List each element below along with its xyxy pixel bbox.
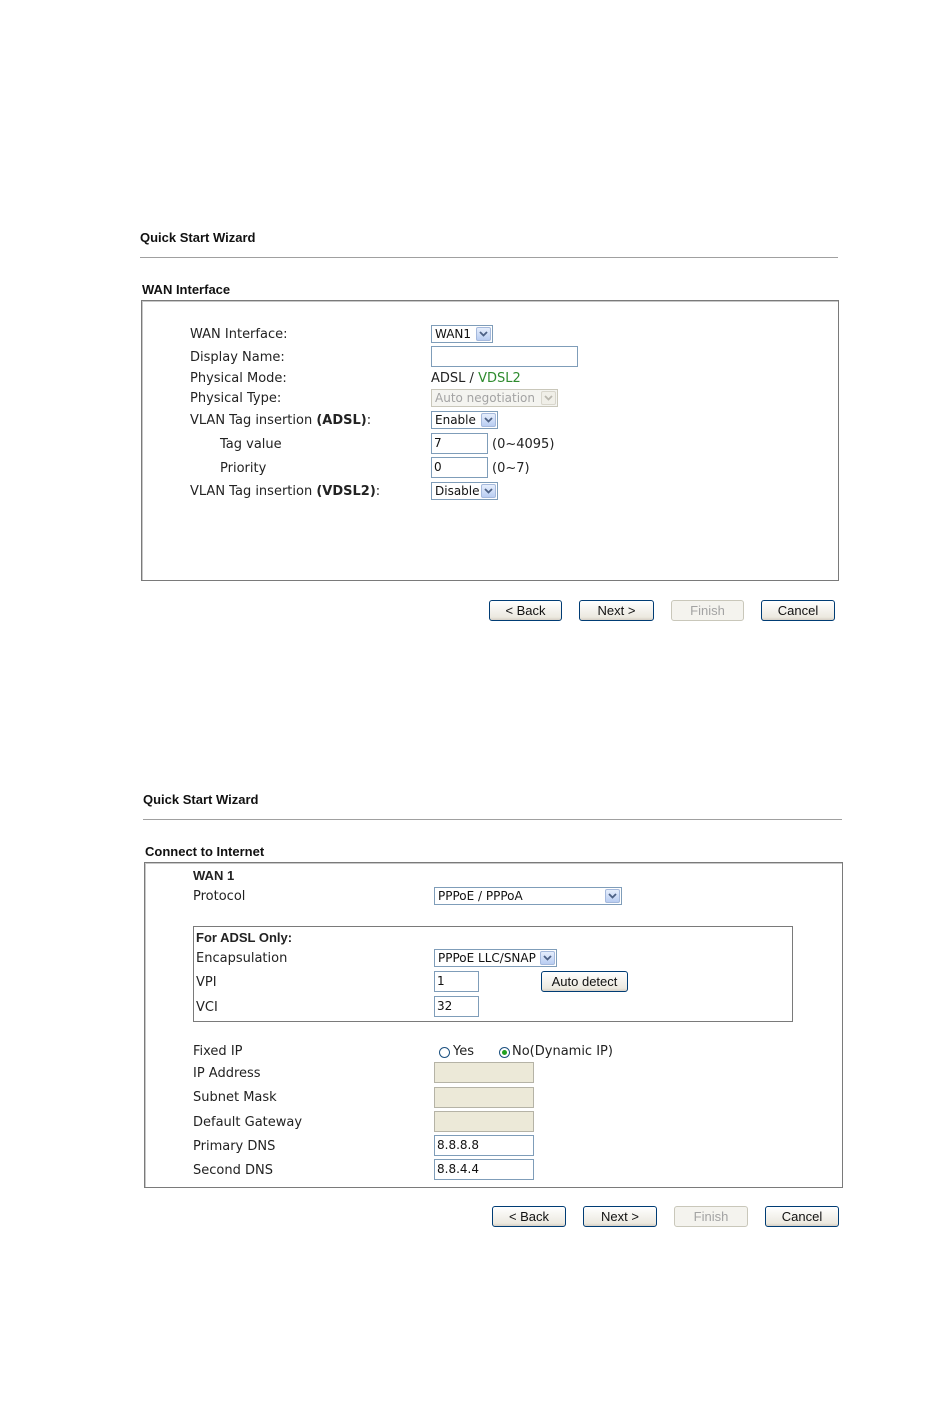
physical-mode-value [431, 371, 521, 387]
protocol-select[interactable] [434, 887, 622, 905]
wizard2-divider [143, 819, 842, 820]
vlan-vdsl-label [190, 484, 380, 500]
encapsulation-label: Encapsulation [196, 951, 288, 966]
vlan-adsl-select[interactable] [431, 411, 498, 429]
tag-value-range: (0~4095) [492, 437, 555, 452]
wizard1-next-button[interactable]: Next > [579, 600, 654, 621]
vlan-vdsl-label-colon: : [375, 484, 381, 499]
tag-value-label: Tag value [220, 437, 282, 452]
wizard2-next-button[interactable]: Next > [583, 1206, 657, 1227]
vlan-vdsl-label-text: VLAN Tag insertion [190, 484, 313, 499]
vpi-input[interactable]: 1 [434, 971, 479, 992]
vlan-adsl-label-bold: (ADSL) [316, 413, 367, 428]
priority-input[interactable]: 0 [431, 457, 488, 478]
vlan-adsl-label-text: VLAN Tag insertion [190, 413, 313, 428]
wizard1-title: Quick Start Wizard [140, 230, 256, 245]
wizard1-divider [140, 257, 838, 258]
auto-detect-button[interactable]: Auto detect [541, 971, 628, 992]
display-name-input[interactable] [431, 346, 578, 367]
connect-internet-section-title: Connect to Internet [145, 844, 265, 859]
wizard2-back-button[interactable]: < Back [492, 1206, 566, 1227]
chevron-down-icon [540, 951, 555, 965]
ip-address-input [434, 1062, 534, 1083]
vlan-vdsl-value: Disable [435, 484, 480, 498]
vlan-vdsl-label-bold: (VDSL2) [316, 484, 376, 499]
vlan-adsl-label-colon: : [366, 413, 372, 428]
vci-label: VCI [196, 1000, 218, 1015]
wizard1-finish-button: Finish [671, 600, 744, 621]
vlan-vdsl-select[interactable] [431, 482, 498, 500]
wan1-heading: WAN 1 [193, 868, 235, 883]
second-dns-label: Second DNS [193, 1163, 273, 1178]
physical-type-label: Physical Type: [190, 391, 282, 406]
chevron-down-icon [541, 391, 556, 405]
physical-type-value: Auto negotiation [435, 391, 536, 405]
fixed-ip-yes-radio[interactable] [439, 1047, 450, 1058]
physical-type-select [431, 389, 558, 407]
fixed-ip-yes-text: Yes [453, 1044, 474, 1059]
chevron-down-icon [605, 889, 620, 903]
wizard2-title: Quick Start Wizard [143, 792, 259, 807]
chevron-down-icon [476, 327, 491, 341]
encapsulation-value: PPPoE LLC/SNAP [438, 951, 536, 965]
fixed-ip-yes-option[interactable] [439, 1044, 474, 1060]
display-name-label: Display Name: [190, 350, 285, 365]
ip-address-label: IP Address [193, 1066, 261, 1081]
vpi-label: VPI [196, 975, 217, 990]
default-gateway-input [434, 1111, 534, 1132]
default-gateway-label: Default Gateway [193, 1115, 303, 1130]
wizard1-cancel-button[interactable]: Cancel [761, 600, 835, 621]
tag-value-input[interactable]: 7 [431, 433, 488, 454]
wizard2-finish-button: Finish [674, 1206, 748, 1227]
physical-mode-label: Physical Mode: [190, 371, 287, 386]
physical-mode-adsl: ADSL [431, 371, 466, 386]
priority-range: (0~7) [492, 461, 530, 476]
wan-interface-label: WAN Interface: [190, 327, 288, 342]
wizard1-back-button[interactable]: < Back [489, 600, 562, 621]
fixed-ip-no-option[interactable] [499, 1044, 613, 1060]
chevron-down-icon [481, 484, 496, 498]
vlan-adsl-value: Enable [435, 413, 476, 427]
subnet-mask-input [434, 1087, 534, 1108]
vci-input[interactable]: 32 [434, 996, 479, 1017]
vlan-adsl-label [190, 413, 371, 429]
adsl-only-heading: For ADSL Only: [196, 930, 293, 945]
protocol-label: Protocol [193, 889, 246, 904]
fixed-ip-label: Fixed IP [193, 1044, 243, 1059]
wan-interface-value: WAN1 [435, 327, 472, 341]
fixed-ip-no-radio[interactable] [499, 1047, 510, 1058]
wizard2-cancel-button[interactable]: Cancel [765, 1206, 839, 1227]
second-dns-input[interactable]: 8.8.4.4 [434, 1159, 534, 1180]
physical-mode-vdsl: VDSL2 [478, 371, 521, 386]
protocol-value: PPPoE / PPPoA [438, 889, 523, 903]
priority-label: Priority [220, 461, 267, 476]
subnet-mask-label: Subnet Mask [193, 1090, 277, 1105]
primary-dns-input[interactable]: 8.8.8.8 [434, 1135, 534, 1156]
fixed-ip-no-text: No(Dynamic IP) [512, 1044, 613, 1059]
chevron-down-icon [481, 413, 496, 427]
encapsulation-select[interactable] [434, 949, 557, 967]
wan-interface-section-title: WAN Interface [142, 282, 231, 297]
physical-mode-separator: / [469, 371, 474, 386]
primary-dns-label: Primary DNS [193, 1139, 276, 1154]
wan-interface-select[interactable] [431, 325, 493, 343]
